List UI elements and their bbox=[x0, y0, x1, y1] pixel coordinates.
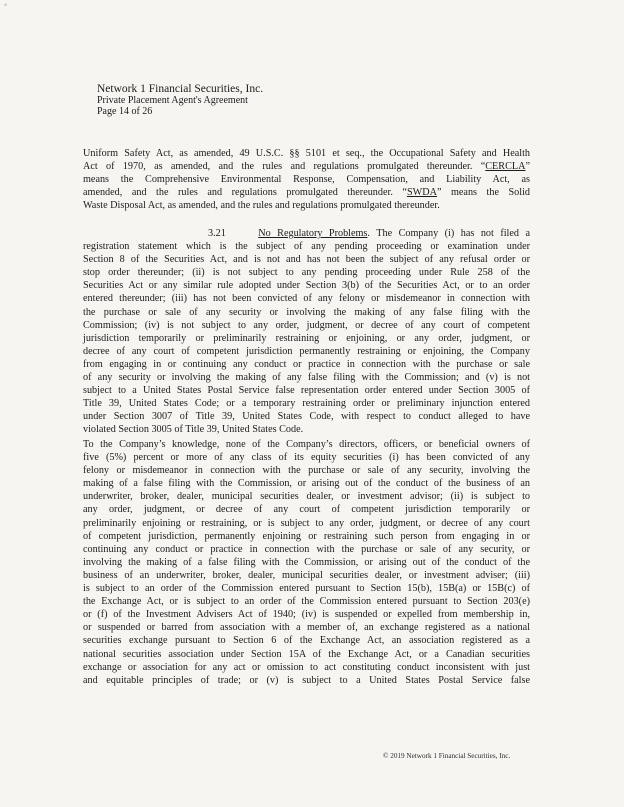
text-line: Securities Act or any similar rule adopted under Section 3(b) of the Securities Act, or to an order bbox=[83, 280, 530, 292]
text-line: from engaging in or continuing any conduct or practice in connection with the purchase or sale bbox=[83, 358, 530, 370]
text-line: the purchase or sale of any security or involving the making of any false filing with the bbox=[83, 306, 530, 318]
text-line: involving the making of a false filing with the Commission, or arising out of the conduct of the bbox=[83, 556, 530, 568]
text-line: and equitable principles of trade; or (v) is subject to a United States Postal Service false bbox=[83, 674, 530, 686]
text-line: of competent jurisdiction, permanently enjoining or restraining such person from engaging in or bbox=[83, 530, 530, 542]
defined-term: CERCLA bbox=[485, 161, 526, 173]
text-line: under Section 3007 of Title 39, United States Code, with respect to conduct alleged to have bbox=[83, 411, 530, 423]
section-heading-line bbox=[83, 227, 530, 240]
text-line: entered thereunder; (iii) has not been convicted of any felony or misdemeanor in connection with bbox=[83, 293, 530, 305]
text-line: To the Company’s knowledge, none of the Company’s directors, officers, or beneficial owners of bbox=[83, 439, 530, 450]
text-line: national securities association under Section 15A of the Exchange Act, or a Canadian securities bbox=[83, 648, 530, 660]
section-3-21 bbox=[83, 227, 530, 437]
text-line: or suspended or barred from association with a member of, an exchange registered as a national bbox=[83, 622, 530, 634]
copyright-footer: © 2019 Network 1 Financial Securities, Inc. bbox=[383, 752, 511, 760]
text-line: securities exchange pursuant to Section 6 of the Exchange Act, an association registered as a bbox=[83, 635, 530, 647]
text-line: means the Comprehensive Environmental Response, Compensation, and Liability Act, as bbox=[83, 174, 530, 186]
header-company: Network 1 Financial Securities, Inc. bbox=[97, 83, 264, 95]
text-line: Title 39, United States Code; or a temporary restraining order or preliminary injunction entered bbox=[83, 398, 530, 410]
text-line: the Exchange Act, or is subject to an order of the Commission entered pursuant to Section 203(e) bbox=[83, 596, 530, 608]
text-line: underwriter, broker, dealer, municipal securities dealer, or investment advisor; (ii) is subject to bbox=[83, 491, 530, 503]
text-line: any order, judgment, or decree of any court of competent jurisdiction temporarily or bbox=[83, 504, 530, 516]
text-line: making of a false filing with the Commission, or arising out of the conduct of the business of an bbox=[83, 478, 530, 490]
defined-term: SWDA bbox=[406, 187, 437, 199]
text-line: jurisdiction temporarily or preliminarily restraining or enjoining, or any order, judgment, or bbox=[83, 332, 530, 344]
section-title: No Regulatory Problems bbox=[258, 228, 368, 239]
text-line: business of an underwriter, broker, dealer, municipal securities dealer, or investment adviser; (iii) bbox=[83, 569, 530, 581]
text-line: stop order thereunder; (ii) is not subject to any pending proceeding under Rule 258 of the bbox=[83, 267, 530, 279]
text-line: continuing any conduct or practice in connection with the purchase or sale of any security, or bbox=[83, 543, 530, 555]
section-number: 3.21 bbox=[208, 228, 226, 239]
text-line: felony or misdemeanor in connection with the purchase or sale of any security, involving the bbox=[83, 465, 530, 477]
text-line: Commission; (iv) is not subject to any order, judgment, or decree of any court of competent bbox=[83, 319, 530, 331]
text-line: amended, and the rules and regulations promulgated thereunder. “SWDA” means the Solid bbox=[83, 187, 530, 199]
text-line: Act of 1970, as amended, and the rules and regulations promulgated thereunder. “CERCLA” bbox=[83, 161, 530, 173]
corner-mark: ° bbox=[4, 2, 8, 11]
text-line: is subject to an order of the Commission entered pursuant to Section 15(b), 15B(a) or 15B(c) of bbox=[83, 583, 530, 595]
text-line: exchange or association for any act or omission to act constituting conduct inconsistent with just bbox=[83, 661, 530, 673]
section-first-line-rest: . The Company (i) has not filed a bbox=[367, 228, 530, 239]
text-line: Uniform Safety Act, as amended, 49 U.S.C. §§ 5101 et seq., the Occupational Safety and Health bbox=[83, 148, 530, 159]
text-line: subject to a United States Postal Service false representation order entered under Section 3005 of bbox=[83, 385, 530, 397]
text-line: of any security or involving the making of any false filing with the Commission; and (v) is not bbox=[83, 372, 530, 384]
header-page-number: Page 14 of 26 bbox=[97, 106, 153, 117]
text-line: or (f) of the Investment Advisers Act of 1940; (iv) is suspended or expelled from membership in, bbox=[83, 609, 530, 621]
text-line: registration statement which is the subject of any pending proceeding or examination under bbox=[83, 241, 530, 253]
page-header bbox=[97, 83, 397, 117]
definitions-paragraph bbox=[83, 147, 530, 212]
knowledge-paragraph bbox=[83, 438, 530, 687]
text-line: Section 8 of the Securities Act, and is not and has not been the subject of any refusal order or bbox=[83, 254, 530, 266]
header-document-title: Private Placement Agent's Agreement bbox=[97, 95, 248, 106]
text-line: decree of any court of competent jurisdiction permanently restraining or enjoining, the Company bbox=[83, 345, 530, 357]
text-line: preliminarily enjoining or restraining, or is subject to any order, judgment, or decree of any court bbox=[83, 517, 530, 529]
text-line: five (5%) percent or more of any class of its equity securities (i) has been convicted of any bbox=[83, 452, 530, 464]
text-line: violated Section 3005 of Title 39, United States Code. bbox=[83, 424, 304, 436]
text-line: Waste Disposal Act, as amended, and the rules and regulations promulgated thereunder. bbox=[83, 200, 440, 212]
